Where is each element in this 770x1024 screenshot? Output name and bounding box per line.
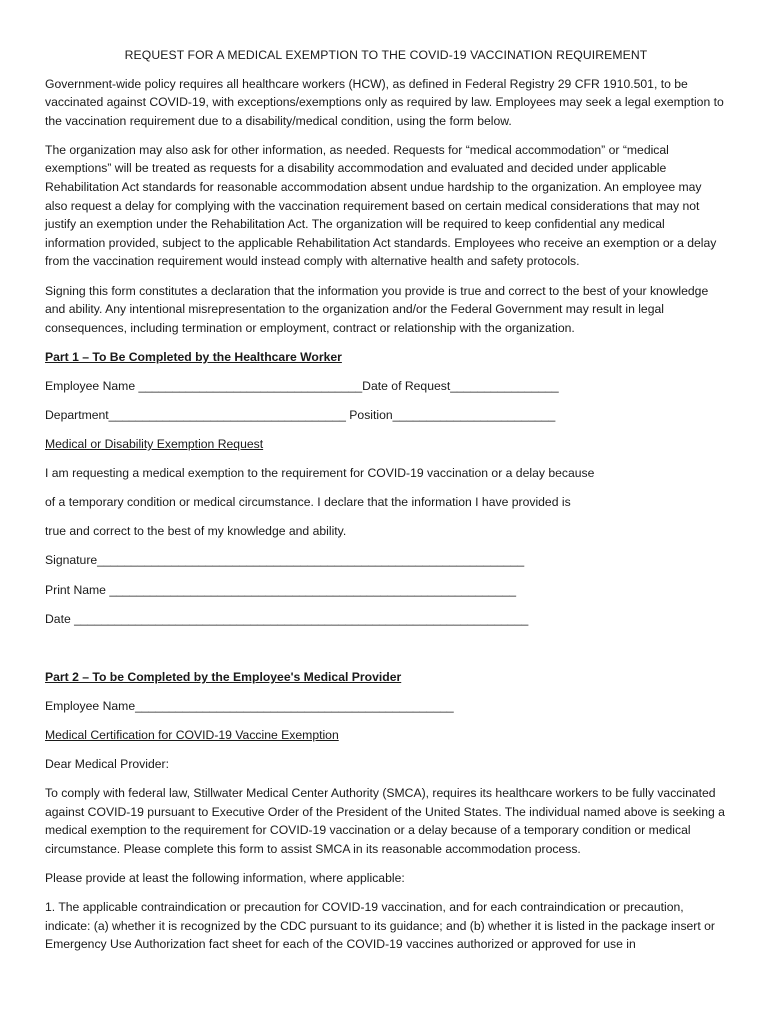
request-statement-line-3: true and correct to the best of my knowledge and ability.	[45, 524, 347, 539]
document-page	[45, 46, 727, 964]
employee-name-date-field[interactable]: Employee Name _________________________________Date of Request________________	[45, 378, 559, 393]
request-statement-line-2: of a temporary condition or medical circumstance. I declare that the information I have provided is	[45, 495, 571, 510]
document-title: REQUEST FOR A MEDICAL EXEMPTION TO THE COVID-19 VACCINATION REQUIREMENT	[124, 48, 648, 62]
provider-employee-name-field[interactable]: Employee Name_______________________________________________	[45, 698, 454, 713]
intro-paragraph-3: Signing this form constitutes a declaration that the information you provide is true and correct to the best of your knowledge and ability. Any intentional misrepresentation to the organization and/or the Federal Government may result in legal consequences, including termination or employment, contract or relationship with the organization.	[45, 283, 709, 335]
part2-subheading: Medical Certification for COVID-19 Vaccine Exemption	[45, 727, 339, 742]
print-name-field[interactable]: Print Name ____________________________________________________________	[45, 582, 517, 597]
part2-heading: Part 2 – To be Completed by the Employee's Medical Provider	[45, 669, 402, 684]
provider-paragraph-3: 1. The applicable contraindication or precaution for COVID-19 vaccination, and for each contraindication or precaution, indicate: (a) whether it is recognized by the CDC pursuant to its guidance; and (b) whether it is listed in the package insert or Emergency Use Authorization fact sheet for each of the COVID-19 vaccines authorized or approved for use in	[45, 900, 715, 952]
salutation: Dear Medical Provider:	[45, 757, 169, 772]
provider-paragraph-1: To comply with federal law, Stillwater Medical Center Authority (SMCA), requires its healthcare workers to be fully vaccinated against COVID-19 pursuant to Executive Order of the President of the United States. The individual named above is seeking a medical exemption to the requirement for COVID-19 vaccination or a delay because of a temporary condition or medical circumstance. Please complete this form to assist SMCA in its reasonable accommodation process.	[45, 786, 725, 856]
department-position-field[interactable]: Department___________________________________ Position________________________	[45, 408, 556, 422]
date-field[interactable]: Date ___________________________________________________________________	[45, 611, 529, 626]
part1-heading: Part 1 – To Be Completed by the Healthcare Worker	[45, 349, 342, 364]
intro-paragraph-1: Government-wide policy requires all healthcare workers (HCW), as defined in Federal Registry 29 CFR 1910.501, to be vaccinated against COVID-19, with exceptions/exemptions only as required by law. Employees may seek a legal exemption to the vaccination requirement due to a disability/medical condition, using the form below.	[45, 76, 724, 128]
request-statement-line-1: I am requesting a medical exemption to the requirement for COVID-19 vaccination or a delay because	[45, 466, 595, 481]
intro-paragraph-2: The organization may also ask for other information, as needed. Requests for “medical accommodation” or “medical exemptions” will be treated as requests for a disability accommodation and evaluated and decided under applicable Rehabilitation Act standards for reasonable accommodation absent undue hardship to the organization. An employee may also request a delay for complying with the vaccination requirement based on certain medical considerations that may not justify an exemption under the Rehabilitation Act. The organization will be required to keep confidential any medical information provided, subject to the applicable Rehabilitation Act standards. Employees who receive an exemption or a delay from the vaccination requirement would instead comply with alternative health and safety protocols.	[45, 142, 717, 269]
part1-subheading: Medical or Disability Exemption Request	[45, 437, 264, 452]
provider-paragraph-2: Please provide at least the following information, where applicable:	[45, 871, 405, 885]
signature-field[interactable]: Signature_______________________________________________________________	[45, 553, 525, 568]
section-spacer	[45, 639, 727, 668]
